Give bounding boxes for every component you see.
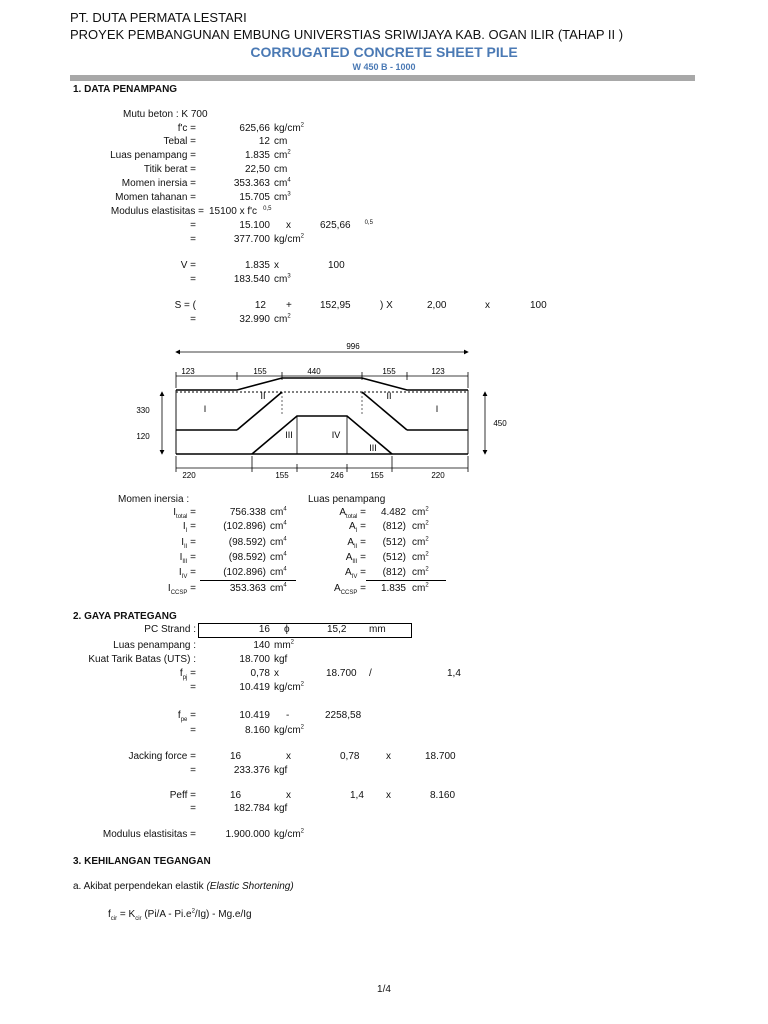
mod-eq-1: = — [190, 220, 196, 231]
fpj-v2: 18.700 — [326, 668, 357, 679]
fpj-x: x — [274, 668, 279, 679]
area-row-value: 1.835 — [380, 583, 406, 594]
tahanan-value: 15.705 — [239, 192, 270, 203]
region-II-right: II — [386, 391, 392, 401]
inertia-row-unit: $cm^4$ — [270, 506, 287, 518]
area-row-label: $A_I$ = — [349, 521, 366, 534]
inertia-row-value: (98.592) — [228, 537, 266, 548]
modulus-expr: 15100 x f'c $^{0,5}$ — [209, 205, 272, 217]
area-row-unit: $cm^2$ — [412, 536, 429, 548]
strand-modulus-unit: $kg/cm^2$ — [274, 828, 305, 840]
inertia-row-label: $I_{total}$ = — [173, 507, 196, 520]
cross-section-outline — [176, 378, 468, 454]
fc-unit: $kg/cm^2$ — [274, 122, 305, 134]
uts-label: Kuat Tarik Batas (UTS) : — [88, 654, 196, 665]
document-title: CORRUGATED CONCRETE SHEET PILE — [250, 44, 518, 60]
pc-phi: ϕ — [284, 624, 290, 635]
area-row-label: $A_{III}$ = — [345, 552, 366, 565]
fpe-v1: 10.419 — [239, 710, 270, 721]
modulus-label: Modulus elastisitas = — [110, 206, 204, 217]
uts-value: 18.700 — [239, 654, 270, 665]
jacking-unit: kgf — [274, 765, 288, 776]
fpe-label: $f_{pe}$ = — [177, 710, 196, 723]
s-v1: 12 — [254, 300, 266, 311]
strand-luas-label: Luas penampang : — [113, 640, 196, 651]
inertia-row-value: (102.896) — [223, 521, 266, 532]
inertia-row-unit: $cm^4$ — [270, 520, 287, 532]
section-1-heading: 1. DATA PENAMPANG — [73, 84, 178, 95]
fpj-unit: $kg/cm^2$ — [274, 681, 305, 693]
fc-value: 625,66 — [239, 123, 270, 134]
top-dim-2: 155 — [253, 367, 267, 376]
s-v2: 152,95 — [320, 300, 351, 311]
fpj-label: $f_{pj}$ = — [179, 668, 196, 681]
header-rule — [70, 75, 695, 81]
region-I-right: I — [435, 404, 439, 414]
inertia-row-unit: $cm^4$ — [270, 566, 287, 578]
area-row-value: (812) — [382, 567, 406, 578]
sheet-pile-section-diagram — [110, 338, 520, 482]
area-row-unit: $cm^2$ — [412, 506, 429, 518]
v-unit: $cm^3$ — [274, 273, 291, 285]
v-label: V = — [180, 260, 196, 271]
jacking-v2: 0,78 — [340, 751, 360, 762]
area-row-label: $A_{total}$ = — [339, 507, 366, 520]
top-dim-4: 155 — [382, 367, 396, 376]
area-row-label: $A_{CCSP}$ = — [334, 583, 366, 596]
top-dim-3: 440 — [307, 367, 321, 376]
top-dims-ticks — [176, 372, 468, 388]
inertia-row-value: (98.592) — [228, 552, 266, 563]
jacking-v3: 18.700 — [425, 751, 456, 762]
area-row-label: $A_{II}$ = — [347, 537, 366, 550]
titik-label: Titik berat = — [143, 164, 196, 175]
document-subtitle: W 450 B - 1000 — [352, 62, 416, 72]
bottom-dim-2: 155 — [275, 471, 289, 480]
mod-v1: 15.100 — [239, 220, 270, 231]
fpe-v2: 2258,58 — [325, 710, 362, 721]
v-v2: 100 — [328, 260, 345, 271]
fpj-div: / — [369, 668, 372, 679]
region-III-right: III — [369, 443, 377, 453]
fpj-result: 10.419 — [239, 682, 270, 693]
s-result: 32.990 — [239, 314, 270, 325]
company-name: PT. DUTA PERMATA LESTARI — [70, 10, 247, 25]
region-IV: IV — [331, 430, 341, 440]
fc-label: f'c = — [177, 123, 196, 134]
s-x: x — [485, 300, 490, 311]
strand-modulus-value: 1.900.000 — [225, 829, 270, 840]
inertia-row-value: 756.338 — [229, 507, 266, 518]
inertia-row-label: $I_{CCSP}$ = — [167, 583, 196, 596]
bottom-dim-1: 220 — [182, 471, 196, 480]
peff-x1: x — [286, 790, 291, 801]
inertia-row-label: $I_I$ = — [182, 521, 196, 534]
mod-v2: 625,66 $^{0,5}$ — [320, 219, 373, 231]
peff-unit: kgf — [274, 803, 288, 814]
area-row-value: (812) — [382, 521, 406, 532]
inersia-value: 353.363 — [233, 178, 270, 189]
area-row-value: (512) — [382, 537, 406, 548]
left-dim-120: 120 — [136, 432, 150, 441]
inertia-row-label: $I_{II}$ = — [181, 537, 196, 550]
peff-x2: x — [386, 790, 391, 801]
peff-v1: 16 — [230, 790, 242, 801]
luas-value: 1.835 — [244, 150, 270, 161]
pc-strand-label: PC Strand : — [144, 624, 196, 635]
peff-label: Peff = — [169, 790, 196, 801]
mutu-beton: Mutu beton : K 700 — [123, 109, 208, 120]
area-row-label: $A_{IV}$ = — [345, 567, 366, 580]
peff-v2: 1,4 — [350, 790, 364, 801]
item-a: a. Akibat perpendekan elastik (Elastic Shortening) — [73, 881, 294, 892]
top-dim-1: 123 — [181, 367, 195, 376]
fpj-v1: 0,78 — [250, 668, 270, 679]
area-heading: Luas penampang — [308, 494, 386, 505]
inertia-row-value: (102.896) — [223, 567, 266, 578]
fcir-formula: $f_{cir} = K_{cir}$ $(Pi/A - Pi.e^2/Ig) - Mg.e/Ig$ — [108, 908, 252, 922]
fpj-eq: = — [190, 682, 196, 693]
tebal-unit: cm — [274, 136, 288, 147]
fpe-result: 8.160 — [244, 725, 270, 736]
luas-label: Luas penampang = — [110, 150, 196, 161]
area-row-unit: $cm^2$ — [412, 566, 429, 578]
jacking-x2: x — [386, 751, 391, 762]
s-v4: 100 — [530, 300, 547, 311]
fpe-eq: = — [190, 725, 196, 736]
s-unit: $cm^2$ — [274, 313, 291, 325]
s-closex: ) X — [380, 300, 393, 311]
luas-unit: $cm^2$ — [274, 149, 291, 161]
titik-value: 22,50 — [244, 164, 270, 175]
tahanan-unit: $cm^3$ — [274, 191, 291, 203]
tahanan-label: Momen tahanan = — [115, 192, 196, 203]
section-2-heading: 2. GAYA PRATEGANG — [73, 611, 177, 622]
jacking-eq: = — [190, 765, 196, 776]
peff-eq: = — [190, 803, 196, 814]
total-width-label: 996 — [346, 342, 360, 351]
area-row-unit: $cm^2$ — [412, 582, 429, 594]
v-v1: 1.835 — [244, 260, 270, 271]
strand-luas-unit: $mm^2$ — [274, 639, 295, 651]
area-row-unit: $cm^2$ — [412, 520, 429, 532]
bottom-dim-4: 155 — [370, 471, 384, 480]
inersia-label: Momen inersia = — [121, 178, 196, 189]
area-row-value: 4.482 — [380, 507, 406, 518]
inertia-row-value: 353.363 — [229, 583, 266, 594]
jacking-result: 233.376 — [233, 765, 270, 776]
uts-unit: kgf — [274, 654, 288, 665]
pc-count: 16 — [258, 624, 270, 635]
bottom-dim-5: 220 — [431, 471, 445, 480]
strand-luas-value: 140 — [253, 640, 270, 651]
mod-result: 377.700 — [233, 234, 270, 245]
peff-v3: 8.160 — [430, 790, 456, 801]
pc-diameter: 15,2 — [327, 624, 347, 635]
top-dim-5: 123 — [431, 367, 445, 376]
tebal-value: 12 — [258, 136, 270, 147]
project-name: PROYEK PEMBANGUNAN EMBUNG UNIVERSTIAS SRIWIJAYA KAB. OGAN ILIR (TAHAP II ) — [70, 27, 624, 42]
bottom-dim-3: 246 — [330, 471, 344, 480]
region-I-left: I — [203, 404, 207, 414]
fpe-unit: $kg/cm^2$ — [274, 724, 305, 736]
s-plus: + — [286, 300, 292, 311]
inersia-unit: $cm^4$ — [274, 177, 291, 189]
left-dim-330: 330 — [136, 406, 150, 415]
region-III-left: III — [285, 430, 293, 440]
area-sum-line — [366, 580, 446, 581]
titik-unit: cm — [274, 164, 288, 175]
tebal-label: Tebal = — [163, 136, 196, 147]
inertia-row-label: $I_{IV}$ = — [178, 567, 196, 580]
inertia-row-unit: $cm^4$ — [270, 551, 287, 563]
inertia-row-label: $I_{III}$ = — [179, 552, 196, 565]
v-x: x — [274, 260, 279, 271]
pc-unit: mm — [369, 624, 386, 635]
v-eq: = — [190, 274, 196, 285]
v-result: 183.540 — [233, 274, 270, 285]
area-row-value: (512) — [382, 552, 406, 563]
inertia-sum-line — [200, 580, 296, 581]
strand-modulus-label: Modulus elastisitas = — [102, 829, 196, 840]
mod-x: x — [286, 220, 291, 231]
jacking-x1: x — [286, 751, 291, 762]
peff-result: 182.784 — [233, 803, 270, 814]
area-row-unit: $cm^2$ — [412, 551, 429, 563]
fpj-v3: 1,4 — [447, 668, 461, 679]
right-dim-450: 450 — [493, 419, 507, 428]
s-label: S = ( — [174, 300, 196, 311]
inertia-heading: Momen inersia : — [118, 494, 190, 505]
bottom-dims-ticks — [176, 456, 468, 472]
mod-result-unit: $kg/cm^2$ — [274, 233, 305, 245]
s-v3: 2,00 — [427, 300, 447, 311]
jacking-v1: 16 — [230, 751, 242, 762]
jacking-label: Jacking force = — [128, 751, 196, 762]
inertia-row-unit: $cm^4$ — [270, 582, 287, 594]
fpe-minus: - — [286, 710, 290, 721]
mod-eq-2: = — [190, 234, 196, 245]
page-number: 1/4 — [377, 984, 391, 995]
s-eq: = — [190, 314, 196, 325]
section-3-heading: 3. KEHILANGAN TEGANGAN — [73, 856, 211, 867]
region-II-left: II — [260, 391, 266, 401]
inertia-row-unit: $cm^4$ — [270, 536, 287, 548]
